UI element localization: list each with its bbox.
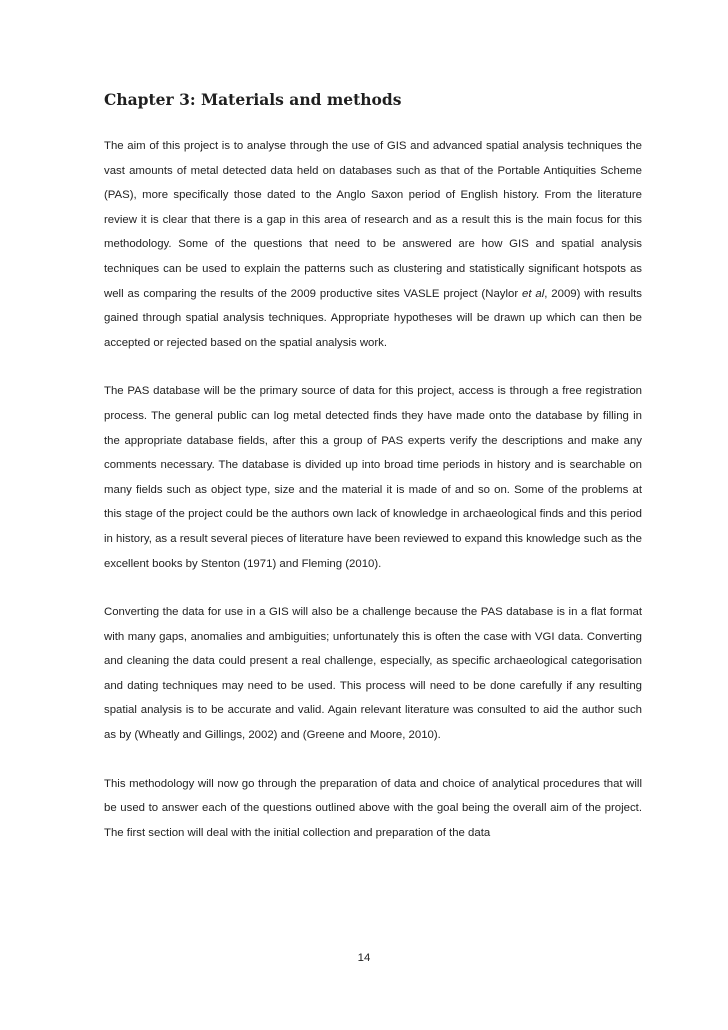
paragraph-aim-text-end: , 2009) with results gained through spatial analysis techniques. Appropriate hypotheses will be drawn up which can then be accepted or rejected based on the spatial analysis work. (104, 287, 642, 349)
paragraph-converting-data: Converting the data for use in a GIS will also be a challenge because the PAS database is in a flat format with many gaps, anomalies and ambiguities; unfortunately this is often the case with VGI data. Converting and cleaning the data could present a real challenge, especially, as specific archaeological categorisation and dating techniques may need to be used. This process will need to be done carefully if any resulting spatial analysis is to be accurate and valid. Again relevant literature was consulted to aid the author such as by (Wheatly and Gillings, 2002) and (Greene and Moore, 2010). (104, 606, 642, 742)
paragraph-aim-text-start: The aim of this project is to analyse through the use of GIS and advanced spatial analysis techniques the vast amounts of metal detected data held on databases such as that of the Portable Antiquities Scheme (PAS), more specifically those dated to the Anglo Saxon period of English history. From the literature review it is clear that there is a gap in this area of research and as a result this is the main focus for this methodology. Some of the questions that need to be answered are how GIS and spatial analysis techniques can be used to explain the patterns such as clustering and statistically significant hotspots as well as comparing the results of the 2009 productive sites VASLE project (Naylor (104, 140, 642, 300)
chapter-title: Chapter 3: Materials and methods (104, 90, 402, 109)
paragraph-methodology-overview: This methodology will now go through the preparation of data and choice of analytical procedures that will be used to answer each of the questions outlined above with the goal being the overall aim of the project. The first section will deal with the initial collection and preparation of the data (104, 777, 642, 839)
paragraph-aim-italic-citation: et al (522, 287, 545, 300)
page-number: 14 (357, 952, 371, 964)
page-body (104, 84, 642, 869)
title-spacer (104, 116, 642, 134)
paragraph-pas-database: The PAS database will be the primary source of data for this project, access is through a free registration process. The general public can log metal detected finds they have made onto the database by filling in the appropriate database fields, after this a group of PAS experts verify the descriptions and make any comments necessary. The database is divided up into broad time periods in history and is searchable on many fields such as object type, size and the material it is made of and so on. Some of the problems at this stage of the project could be the authors own lack of knowledge in archaeological finds and this period in history, as a result several pieces of literature have been reviewed to expand this knowledge such as the excellent books by Stenton (1971) and Fleming (2010). (104, 385, 642, 570)
paragraph-aim (104, 134, 642, 355)
